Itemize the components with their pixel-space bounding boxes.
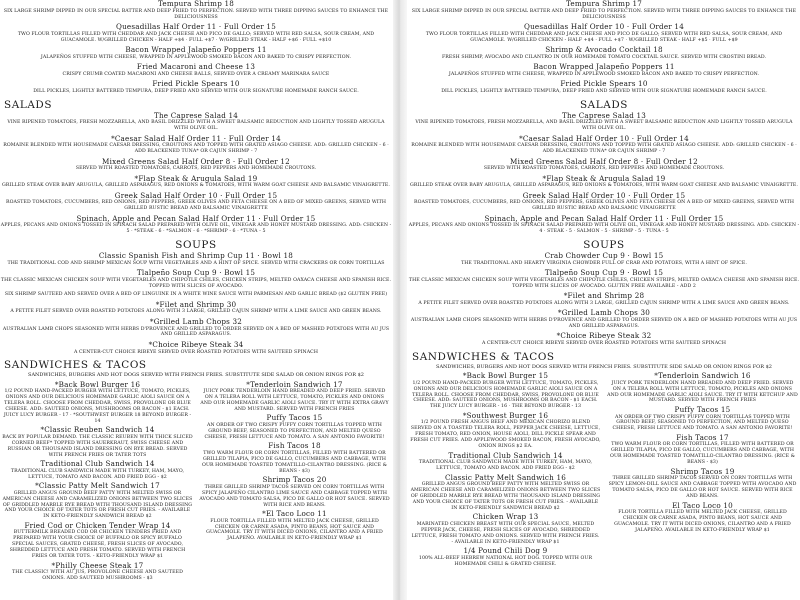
sandwiches-col-1	[2, 381, 193, 584]
menu-item	[408, 309, 800, 329]
item-desc: SERVED WITH ROASTED TOMATOES, CARROTS, RED PEPPERS AND HOMEMADE CROUTONS.	[483, 166, 725, 172]
item-name: *Classic Patty Melt Sandwich 17	[35, 481, 160, 491]
item-name: *Tenderloin Sandwich 17	[246, 379, 343, 389]
item-desc: MARINATED CHICKEN BREAST WITH OUR SPECIAL SAUCE, MELTED PEPPER JACK, CHEESE, FRESH SLICES OF AVOCADO, SHREDDED LETTUCE, FRESH TOMATO AND ONIONS. SERVED WITH FRENCH FRIES. - AVAILABLE IN KETO-FRIENDLY WRAP $1	[411, 521, 600, 545]
item-name: Puffy Tacos 15	[674, 404, 731, 414]
item-desc: AN ORDER OF TWO CRISPY PUFFY CORN TORTILLAS TOPPED WITH GROUND BEEF, SEASONED TO PERFECTION, AND MELTED QUESO CHEESE, FRESH LETTUCE AND TOMATO. A SAN ANTONIO FAVORITE!	[612, 414, 793, 432]
menu-item	[410, 547, 601, 567]
item-desc: ROMAINE BLENDED WITH HOUSEMADE CAESAR DRESSING, CROUTONS AND TOPPED WITH GRATED ASIAGO CHEESE. ADD: GRILLED CHICKEN - 6 · ADD BLACKENED TUNA* OR CAJUN SHRIMP - 7	[3, 143, 389, 155]
appetizers-list	[0, 0, 392, 95]
menu-item	[0, 158, 392, 173]
item-name: *Filet and Shrimp 28	[563, 291, 645, 301]
menu-item	[408, 192, 800, 212]
item-name: Greek Salad Half Order 10 · Full Order 15	[522, 190, 686, 200]
item-desc: SIX LARGE SHRIMP DIPPED IN OUR SPECIAL BATTER AND DEEP FRIED TO PERFECTION. SERVED WITH THREE DIPPING SAUCES TO ENHANCE THE DELICIOUSNESS	[411, 8, 797, 20]
item-name: Quesadillas Half Order 10 · Full Order 14	[524, 22, 684, 31]
menu-item	[410, 452, 601, 472]
item-desc: TWO WARM FLOUR OR CORN TORTILLAS, FILLED WITH BATTERED OR GRILLED TILAPIA, PICO DE GALLO, CUCUMBERS AND CABBAGE, WITH OUR HOMEMADE TOASTED TOMATILLO-CILANTRO DRESSING. (RICE & BEANS - $3)	[610, 442, 795, 466]
menu-item	[607, 406, 798, 432]
item-name: Spinach, Apple and Pecan Salad Half Order 11 · Full Order 15	[484, 213, 724, 223]
menu-item	[0, 112, 392, 132]
menu-item	[0, 301, 392, 316]
item-desc: TWO WARM FLOUR OR CORN TORTILLAS, FILLED WITH BATTERED OR GRILLED TILAPIA, PICO DE GALLO, CUCUMBERS AND CABBAGE, WITH OUR HOMEMADE TOASTED TOMATILLO-CILANTRO DRESSING. (RICE & BEANS - $3)	[202, 450, 387, 474]
menu-item	[199, 476, 390, 508]
item-name: *Classic Reuben Sandwich 14	[40, 425, 155, 435]
section-intro: SANDWICHES, BURGERS AND HOT DOGS SERVED WITH FRENCH FRIES. SUBSTITUTE SIDE SALAD OR ONION RINGS FOR $2	[28, 372, 364, 379]
item-desc: VINE RIPENED TOMATOES, FRESH MOZZARELLA, AND BASIL DRIZZLED WITH A SWEET BALSAMIC REDUCTION AND LIGHTLY TOSSED ARUGULA WITH OLIVE OIL.	[415, 120, 793, 132]
sandwiches-col-2	[607, 372, 798, 569]
item-name: Fried Macaroni and Cheese 13	[136, 62, 256, 72]
item-desc: FLOUR TORTILLA FILLED WITH MELTED JACK CHEESE, GRILLED CHICKEN OR CARNE ASADA, PINTO BEANS, HOT SAUCE AND GUACAMOLE. TRY IT WITH DICED ONIONS, CILANTRO AND A FRIED JALAPEÑO. AVAILABLE IN KETO-FRIENDLY WRAP $1	[206, 518, 383, 542]
salads-list	[0, 112, 392, 236]
menu-item	[2, 482, 193, 520]
item-desc: GRILLED STEAK OVER BABY ARUGULA, GRILLED ASPARAGUS, RED ONIONS & TOMATOES, WITH WARM GOAT CHEESE AND BALSAMIC VINAIGRETTE.	[2, 183, 390, 189]
section-title-sandwiches: SANDWICHES & TACOS	[412, 350, 555, 363]
item-name: Fish Tacos 17	[676, 432, 729, 442]
item-desc: TRADITIONAL CLUB SANDWICH MADE WITH TURKEY, HAM, MAYO, LETTUCE, TOMATO AND BACON. ADD FRIED EGG - $2	[10, 468, 185, 480]
item-desc: ROMAINE BLENDED WITH HOUSEMADE CAESAR DRESSING, CROUTONS AND TOPPED WITH GRATED ASIAGO CHEESE. ADD: GRILLED CHICKEN - 6 · ADD BLACKENED TUNA* OR CAJUN SHRIMP - 7	[411, 143, 797, 155]
salads-list	[408, 112, 800, 236]
item-name: *Grilled Lamb Chops 30	[557, 308, 651, 318]
menu-item	[0, 23, 392, 43]
item-name: *Back Bowl Burger 15	[462, 371, 549, 381]
item-desc: DILL PICKLES, LIGHTLY BATTERED TEMPURA, DEEP FRIED AND SERVED WITH OUR SIGNATURE HOMEMADE RANCH SAUCE.	[33, 88, 359, 94]
item-desc: THREE GRILLED SHRIMP TACOS SERVED ON CORN TORTILLAS WITH SPICY JALAPEÑO CILANTRO LIME SAUCE AND CABBAGE TOPPED WITH AVOCADO AND TOMATO SALSA, PICO DE GALLO OR HOT SAUCE. SERVED WITH RICE AND BEANS.	[199, 484, 390, 508]
item-desc: JALAPEÑOS STUFFED WITH CHEESE, WRAPPED IN APPLEWOOD SMOKED BACON AND BAKED TO CRISPY PERFECTION.	[40, 54, 352, 60]
menu-item	[2, 426, 193, 458]
item-name: *Caesar Salad Half Order 11 · Full Order 14	[111, 133, 281, 143]
menu-item	[199, 442, 390, 474]
sandwiches-col-1	[410, 372, 601, 569]
item-desc: GRILLED ANGUS GROUND BEEF PATTY WITH MELTED SWISS OR AMERICAN CHEESE AND CARAMELIZED ONIONS BETWEEN TWO SLICES OF GRIDDLED MARBLE RYE BREAD WITH THOUSAND ISLAND DRESSING AND YOUR CHOICE OF TATER TOTS OR FRESH CUT FRIES. - AVAILABLE IN KETO-FRIENDLY SANDWICH BREAD $2	[410, 482, 601, 511]
item-name: Tlalpeño Soup Cup 9 · Bowl 15	[544, 268, 664, 278]
item-name: Crab Chowder Cup 9 · Bowl 15	[544, 251, 664, 261]
menu-item	[199, 381, 390, 413]
item-name: *Caesar Salad Half Order 10 · Full Order 14	[519, 133, 689, 143]
item-desc: THE CLASSIC MEXICAN CHICKEN SOUP WITH VEGETABLES AND CHIPOTLE CHILES, CHICKEN STRIPS, MELTED OAXACA CHEESE AND SPANISH RICE. TOPPED WITH SLICES OF AVOCADO. GLUTEN FREE AVAILABLE - ADD 2	[408, 277, 800, 289]
item-desc: APPLES, PECANS AND ONIONS TOSSED IN SPINACH SALAD PREPARED WITH OLIVE OIL, VINEGAR AND HONEY MUSTARD DRESSING. ADD: CHICKEN - 5 · *STEAK - 6 · *SALMON - 6 · *SHRIMP - 6 · *TUNA - 5	[0, 223, 392, 235]
section-title-soups: SOUPS	[175, 239, 217, 252]
menu-item	[0, 63, 392, 78]
soups-list	[408, 252, 800, 347]
menu-item	[0, 341, 392, 356]
sandwiches-columns	[408, 372, 800, 569]
item-name: Puffy Tacos 15	[266, 413, 323, 423]
menu-item	[0, 175, 392, 190]
item-desc: JUICY PORK TENDERLOIN HAND BREADED AND DEEP FRIED. SERVED ON A TELERA ROLL WITH LETTUCE, TOMATO, PICKLES AND ONIONS AND OUR HOMEMADE GARLIC AIOLI SAUCE. TRY IT WITH KETCHUP AND MUSTARD. SERVED WITH FRENCH FRIES	[607, 380, 798, 404]
menu-item	[0, 252, 392, 267]
menu-item	[2, 381, 193, 425]
item-desc: A CENTER-CUT CHOICE RIBEYE SERVED OVER ROASTED POTATOES WITH SAUTEED SPINACH	[481, 341, 726, 347]
item-desc: FRESH SHRIMP, AVOCADO AND CILANTRO IN OUR HOMEMADE TOMATO COCKTAIL SAUCE. SERVED WITH CROSTINI BREAD.	[441, 54, 767, 60]
section-title-sandwiches: SANDWICHES & TACOS	[4, 359, 147, 372]
item-desc: THE CLASSIC MEXICAN CHICKEN SOUP WITH VEGETABLES AND CHIPOTLE CHILES, CHICKEN STRIPS, MELTED OAXACA CHEESE AND SPANISH RICE. TOPPED WITH SLICES OF AVOCADO.	[0, 277, 392, 289]
item-desc: ROASTED TOMATOES, CUCUMBERS, RED ONIONS, RED PEPPERS, GREEK OLIVES AND FETA CHEESE ON A BED OF MIXED GREENS, SERVED WITH GRILLED RUSTIC BREAD AND BALSAMIC VINAIGRETTE	[413, 200, 795, 212]
menu-item	[408, 80, 800, 95]
section-intro: SANDWICHES, BURGERS AND HOT DOGS SERVED WITH FRENCH FRIES. SUBSTITUTE SIDE SALAD OR ONION RINGS FOR $2	[436, 363, 772, 370]
item-name: Bacon Wrapped Jalapeño Poppers 11	[533, 62, 675, 72]
item-name: Mixed Greens Salad Half Order 8 · Full Order 12	[510, 156, 698, 166]
menu-item	[408, 0, 800, 20]
item-name: Shrimp Tacos 20	[262, 475, 327, 485]
menu-item	[0, 318, 392, 338]
item-name: *Choice Ribeye Steak 32	[556, 331, 652, 341]
item-desc: TWO FLOUR TORTILLAS FILLED WITH CHEDDAR AND JACK CHEESE AND PICO DE GALLO; SERVED WITH RED SALSA, SOUR CREAM, AND GUACAMOLE. W/GRILLED CHICKEN - HALF +$4 · FULL +$7 · W/GRILLED STEAK - HALF +$6 · FULL +$10	[17, 31, 375, 43]
item-desc: THE TRADITIONAL COD AND SHRIMP MEXICAN SOUP WITH VEGETABLES AND A HINT OF SPICE. SERVED WITH CRACKERS OR CORN TORTILLAS	[7, 260, 385, 266]
menu-item	[0, 215, 392, 235]
item-desc: THREE GRILLED SHRIMP TACOS SERVED ON CORN TORTILLAS WITH SPICY LEMON-DILL SAUCE AND CABBAGE TOPPED WITH AVOCADO AND TOMATO SALSA, PICO DE GALLO OR HOT SAUCE. SERVED WITH RICE AND BEANS.	[608, 476, 797, 500]
section-title-soups: SOUPS	[583, 239, 625, 252]
menu-item	[410, 372, 601, 410]
item-desc: GRILLED ANGUS GROUND BEEF PATTY WITH MELTED SWISS OR AMERICAN CHEESE AND CARAMELIZED ONIONS BETWEEN TWO SLICES OF GRIDDLED MARBLE RYE BREAD WITH THOUSAND ISLAND DRESSING AND YOUR CHOICE OF TATER TOTS OR FRESH CUT FRIES. - AVAILABLE IN KETO-FRIENDLY SANDWICH BREAD $2	[2, 490, 193, 520]
menu-item	[607, 468, 798, 500]
item-name: Classic Patty Melt Sandwich 16	[444, 472, 567, 482]
item-name: Fish Tacos 18	[268, 441, 321, 451]
menu-item	[408, 158, 800, 173]
item-name: Fried Cod or Chicken Tender Wrap 14	[24, 520, 171, 530]
item-name: Traditional Club Sandwich 14	[40, 459, 155, 469]
item-desc: CRISPY CRUMB COATED MACARONI AND CHEESE BALLS, SERVED OVER A CREAMY MARINARA SAUCE	[62, 71, 330, 77]
menu-item	[408, 112, 800, 132]
item-name: *Flap Steak & Arugula Salad 19	[542, 173, 666, 183]
item-name: Greek Salad Half Order 10 · Full Order 15	[114, 190, 278, 200]
item-name: *Choice Ribeye Steak 34	[148, 339, 244, 349]
menu-item	[0, 46, 392, 61]
item-desc: THE TRADITIONAL AND HEARTY VIRGINIA CHOWDER FULL OF CRAB AND POTATOES, WITH A HINT OF SPICE.	[461, 260, 747, 266]
menu-item	[408, 23, 800, 43]
item-desc: SERVED WITH ROASTED TOMATOES, CARROTS, RED PEPPERS AND HOMEMADE CROUTONS.	[75, 166, 317, 172]
book-gutter	[393, 0, 407, 600]
item-name: The Caprese Salad 13	[561, 110, 647, 120]
menu-item	[607, 434, 798, 466]
item-desc: A PETITE FILET SERVED OVER ROASTED POTATOES ALONG WITH 3 LARGE, GRILLED CAJUN SHRIMP WITH A LIME SAUCE AND GREEN BEANS.	[10, 309, 382, 315]
item-desc: 1/2 POUND HAND-PACKED BURGER WITH LETTUCE, TOMATO, PICKLES, ONIONS AND OUR DELICIOUS HOMEMADE GARLIC AIOLI SAUCE ON A TELERA ROLL. CHOOSE FROM CHEDDAR, SWISS, PROVOLONE OR BLUE CHEESE. ADD: SAUTEED ONIONS, MUSHROOMS OR BACON - $1 EACH. JUICY LUCY BURGER - 17 · *SOUTHWEST BURGER 18 BEYOND BURGER - 14	[3, 389, 192, 424]
sandwiches-columns	[0, 381, 392, 584]
menu-item	[607, 372, 798, 404]
item-desc: BUTTERMILK BREADED COD OR CHICKEN TENDERS FRIED AND PREPARED WITH YOUR CHOICE OF BUFFALO OR SPICY BUFFALO SPECIAL SAUCES, GRATED CHEESE, FRESH SLICES OF AVOCADO, SHREDDED LETTUCE AND FRESH TOMATO. SERVED WITH FRENCH FRIES OR TATER TOTS. - KETO-FRIENDLY WRAP $1	[9, 530, 186, 560]
item-name: *Tenderloin Sandwich 16	[654, 371, 751, 381]
item-name: Shrimp & Avocado Cocktail 18	[545, 45, 663, 54]
item-desc: ROASTED TOMATOES, CUCUMBERS, RED ONIONS, RED PEPPERS, GREEK OLIVES AND FETA CHEESE ON A BED OF MIXED GREENS, SERVED WITH GRILLED RUSTIC BREAD AND BALSAMIC VINAIGRETTE	[5, 200, 387, 212]
item-desc: JUICY PORK TENDERLOIN HAND BREADED AND DEEP FRIED. SERVED ON A TELERA ROLL WITH LETTUCE, TOMATO, PICKLES AND ONIONS AND OUR HOMEMADE GARLIC AIOLI SAUCE. TRY IT WITH EXTRA GRAVY AND MUSTARD. SERVED WITH FRENCH FRIES	[200, 389, 389, 412]
item-desc: A CENTER-CUT CHOICE RIBEYE SERVED OVER ROASTED POTATOES WITH SAUTEED SPINACH	[73, 349, 318, 355]
menu-page-left	[0, 0, 392, 600]
item-name: El Taco Loco 10	[672, 500, 733, 510]
menu-item	[2, 460, 193, 480]
item-desc: THE CLASSIC! WITH AU JUS, PROVOLONE CHEESE AND SAUTEED ONIONS. ADD SAUTEED MUSHROOMS - $3	[12, 570, 183, 582]
item-name: *Southwest Burger 16	[462, 410, 549, 420]
item-name: 1/4 Pound Chili Dog 9	[463, 546, 548, 556]
item-desc: GRILLED STEAK OVER BABY ARUGULA, GRILLED ASPARAGUS, RED ONIONS & TOMATOES, WITH WARM GOAT CHEESE AND BALSAMIC VINAIGRETTE.	[410, 183, 798, 189]
menu-item	[408, 269, 800, 289]
item-desc: 100% ALL-BEEF HEBREW NATIONAL HOT DOG. TOPPED WITH OUR HOMEMADE CHILI & GRATED CHEESE.	[418, 555, 593, 567]
menu-item	[199, 510, 390, 542]
menu-item	[408, 175, 800, 190]
item-name: Tlalpeño Soup Cup 9 · Bowl 15	[136, 268, 256, 278]
item-name: Chicken Wrap 13	[472, 512, 539, 522]
item-name: *Grilled Lamb Chops 32	[149, 316, 243, 326]
menu-item	[408, 63, 800, 78]
item-desc: JALAPEÑOS STUFFED WITH CHEESE, WRAPPED IN APPLEWOOD SMOKED BACON AND BAKED TO CRISPY PERFECTION.	[448, 71, 760, 77]
item-name: Quesadillas Half Order 11 · Full Order 15	[116, 22, 276, 31]
item-name: Traditional Club Sandwich 14	[448, 450, 563, 460]
item-name: The Caprese Salad 14	[153, 110, 239, 120]
item-desc: SIX LARGE SHRIMP DIPPED IN OUR SPECIAL BATTER AND DEEP FRIED TO PERFECTION. SERVED WITH THREE DIPPING SAUCES TO ENHANCE THE DELICIOUSNESS	[3, 8, 389, 20]
item-desc: VINE RIPENED TOMATOES, FRESH MOZZARELLA, AND BASIL DRIZZLED WITH A SWEET BALSAMIC REDUCTION AND LIGHTLY TOSSED ARUGULA WITH OLIVE OIL.	[7, 120, 385, 132]
sandwiches-col-2	[199, 381, 390, 584]
section-title-salads: SALADS	[4, 98, 53, 111]
item-name: *Back Bowl Burger 16	[54, 379, 141, 389]
menu-item	[408, 135, 800, 155]
item-name: Shrimp Tacos 19	[670, 466, 735, 476]
item-name: Spinach, Apple and Pecan Salad Half Order 11 · Full Order 15	[76, 213, 316, 223]
item-name: Tempura Shrimp 17	[565, 0, 643, 8]
menu-item	[607, 502, 798, 534]
item-name: Bacon Wrapped Jalapeño Poppers 11	[125, 45, 267, 54]
menu-item	[0, 269, 392, 289]
item-desc: AN ORDER OF TWO CRISPY PUFFY CORN TORTILLAS TOPPED WITH GROUND BEEF, SEASONED TO PERFECTION, AND MELTED QUESO CHEESE, FRESH LETTUCE AND TOMATO. A SAN ANTONIO FAVORITE!	[204, 423, 385, 440]
item-name: Tempura Shrimp 18	[157, 0, 235, 8]
item-name: *Flap Steak & Arugula Salad 19	[134, 173, 258, 183]
item-desc: TWO FLOUR TORTILLAS FILLED WITH CHEDDAR AND JACK CHEESE AND PICO DE GALLO; SERVED WITH RED SALSA, SOUR CREAM, AND GUACAMOLE. W/GRILLED CHICKEN - HALF +$4 · FULL +$7 · W/GRILLED STEAK - HALF +$5 · FULL +$9	[425, 31, 783, 43]
item-name: Mixed Greens Salad Half Order 8 · Full Order 12	[102, 156, 290, 166]
menu-item	[408, 332, 800, 347]
item-desc: AUSTRALIAN LAMB CHOPS SEASONED WITH HERBS D'PROVENCE AND GRILLED TO ORDER SERVED ON A BED OF MASHED POTATOES WITH AU JUS AND GRILLED ASPARAGUS.	[410, 318, 798, 329]
section-title-salads: SALADS	[579, 98, 629, 111]
menu-item	[2, 562, 193, 582]
menu-item	[0, 135, 392, 155]
menu-item	[410, 513, 601, 545]
menu-item	[0, 0, 392, 20]
item-desc: AUSTRALIAN LAMB CHOPS SEASONED WITH HERBS D'PROVENCE AND GRILLED TO ORDER SERVED ON A BED OF MASHED POTATOES WITH AU JUS AND GRILLED ASPARAGUS.	[2, 326, 390, 338]
item-desc: A PETITE FILET SERVED OVER ROASTED POTATOES ALONG WITH 3 LARGE, GRILLED CAJUN SHRIMP WITH A LIME SAUCE AND GREEN BEANS.	[418, 300, 790, 306]
item-desc: 1/2 POUND FRESH ANGUS BEEF AND MEXICAN CHORIZO BLEND SERVED ON A TOASTED TELERA ROLL, PEPPER JACK CHEESE, LETTUCE, FRESH TOMATO, RED ONION, HOUSE AIOLI, DILL PICKLE SPEAR AND FRESH CUT FRIES. ADD APPLEWOOD SMOKED BACON, FRESH AVOCADO, ONION RINGS $2 EA.	[410, 420, 601, 450]
item-name: Fried Pickle Spears 10	[152, 79, 240, 89]
item-desc: APPLES, PECANS AND ONIONS TOSSED IN SPINACH SALAD PREPARED WITH OLIVE OIL, VINEGAR AND HONEY MUSTARD DRESSING. ADD: CHICKEN - 4 · STEAK - 5 · SALMON - 5 · SHRIMP - 5 · TUNA - 5	[408, 223, 800, 235]
menu-item	[408, 46, 800, 61]
appetizers-list	[408, 0, 800, 95]
item-desc: 1/2 POUND HAND-PACKED BURGER WITH LETTUCE, TOMATO, PICKLES, ONIONS AND OUR DELICIOUS HOMEMADE GARLIC AIOLI SAUCE ON A TELERA ROLL. CHOOSE FROM CHEDDAR, SWISS, PROVOLONE OR BLUE CHEESE. ADD: SAUTEED ONIONS, MUSHROOMS OR BACON - $1 EACH. THE JUICY LUCY BURGER - 16 · THE BEYOND BURGER - 13	[412, 380, 599, 410]
item-name: Fried Pickle Spears 10	[560, 79, 648, 89]
item-desc: SIX SHRIMP SAUTEED AND SERVED OVER A BED OF LINGUINE IN A WHITE WINE SAUCE WITH PARMESAN AND GARLIC BREAD ($2 GLUTEN FREE)	[4, 292, 388, 298]
menu-item	[408, 292, 800, 307]
item-name: *Filet and Shrimp 30	[155, 299, 237, 309]
menu-item	[410, 474, 601, 512]
menu-item	[0, 192, 392, 212]
menu-page-right	[408, 0, 800, 600]
menu-item	[408, 252, 800, 267]
item-desc: TRADITIONAL CLUB SANDWICH MADE WITH TURKEY, HAM, MAYO, LETTUCE, TOMATO AND BACON. ADD FRIED EGG - $2	[418, 460, 593, 472]
item-desc: BACK BY POPULAR DEMAND. THE CLASSIC REUBEN WITH THICK SLICED CORNED BEEF* TOPPED WITH SAUERKRAUT, SWISS CHEESE AND RUSSIAN OR THOUSAND ISLAND DRESSING ON RYE BREAD. SERVED WITH FRENCH FRIES OR TATER TOTS	[2, 434, 193, 458]
menu-item	[408, 215, 800, 235]
menu-item	[410, 412, 601, 450]
item-name: *Philly Cheese Steak 17	[51, 560, 144, 570]
menu-item	[0, 80, 392, 95]
item-name: Classic Spanish Fish and Shrimp Cup 11 · Bowl 18	[98, 251, 294, 261]
menu-item	[199, 414, 390, 440]
menu-item	[2, 522, 193, 560]
item-desc: FLOUR TORTILLA FILLED WITH MELTED JACK CHEESE, GRILLED CHICKEN OR CARNE ASADA, PINTO BEANS, HOT SAUCE AND GUACAMOLE. TRY IT WITH DICED ONIONS, CILANTRO AND A FRIED JALAPEÑO. AVAILABLE IN KETO-FRIENDLY WRAP $1	[614, 510, 791, 533]
item-name: *El Taco Loco 11	[262, 509, 327, 519]
soups-list	[0, 252, 392, 355]
menu-item	[0, 292, 392, 298]
item-desc: DILL PICKLES, LIGHTLY BATTERED TEMPURA, DEEP FRIED AND SERVED WITH OUR SIGNATURE HOMEMADE RANCH SAUCE.	[441, 88, 767, 94]
